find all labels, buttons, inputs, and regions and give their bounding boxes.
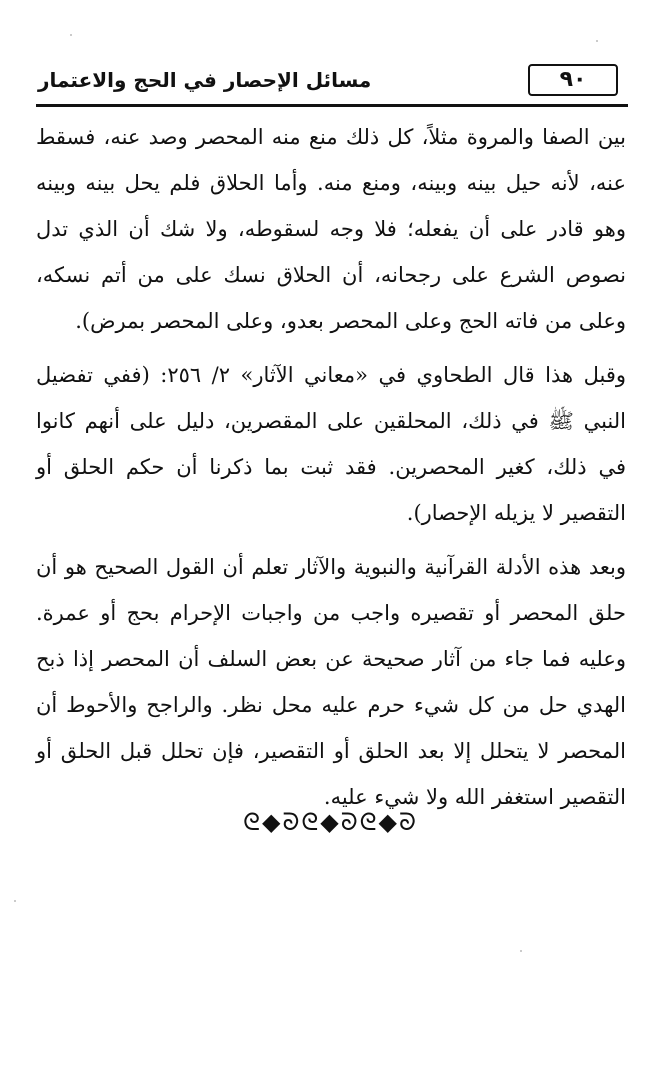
paragraph-text: بين الصفا والمروة مثلاً، كل ذلك منع منه المحصر وصد عنه، فسقط عنه، لأنه حيل بينه وبينه، ومنع منه. وأما الحلاق فلم يحل بينه وبينه وهو قادر على أن يفعله؛ فلا وجه لسقوطه، ولا شك أن الذي تدل نصوص الشرع على رجحانه، أن الحلاق نسك على من أتم نسكه، وعلى من فاته الحج وعلى المحصر بعدو، وعلى المحصر بمرض). [36,125,626,333]
header-rule [36,104,628,107]
paragraph-1 [36,114,626,344]
scan-speck [596,40,598,42]
paragraph-3 [36,544,626,820]
paragraph-2 [36,352,626,536]
running-title: مسائل الإحصار في الحج والاعتمار [38,68,372,92]
page-number: ٩٠ [528,64,618,96]
scan-speck [70,34,72,36]
paragraph-text: وبعد هذه الأدلة القرآنية والنبوية والآثار تعلم أن القول الصحيح هو أن حلق المحصر أو تقصيره واجب من واجبات الإحرام بحج أو عمرة. وعليه فما جاء من آثار صحيحة عن بعض السلف أن المحصر إذا ذبح الهدي حل من كل شيء حرم عليه محل نظر. والراجح والأحوط أن المحصر لا يتحلل إلا بعد الحلق أو التقصير، فإن تحلل قبل الحلق أو التقصير استغفر الله ولا شيء عليه. [36,555,626,809]
scan-speck [520,950,522,952]
section-ornament: ᘓ◆ᘐᘓ◆ᘐᘓ◆ᘐ [243,808,418,836]
paragraph-text: وقبل هذا قال الطحاوي في «معاني الآثار» ٢/ ٢٥٦: (ففي تفضيل النبي ﷺ في ذلك، المحلقين على المقصرين، دليل على أنهم كانوا في ذلك، كغير المحصرين. فقد ثبت بما ذكرنا أن حكم الحلق أو التقصير لا يزيله الإحصار). [36,363,626,525]
page-body [36,114,626,828]
scan-speck [14,900,16,902]
page-header [36,62,626,102]
